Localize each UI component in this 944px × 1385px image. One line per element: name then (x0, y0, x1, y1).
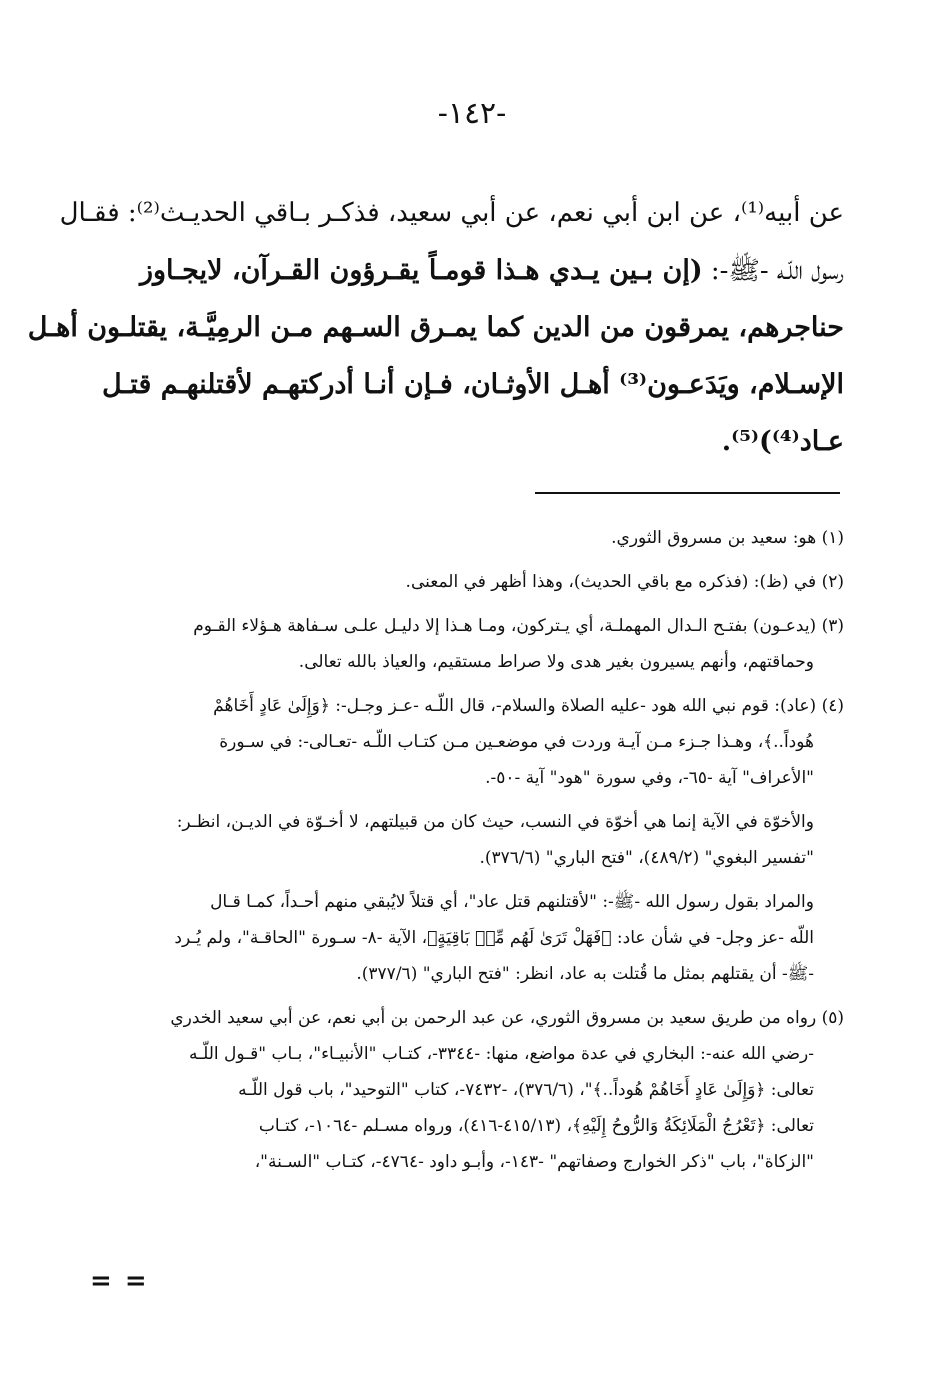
footnote-5-line: تعالى: ﴿وَإِلَىٰ عَادٍ أَخَاهُمْ هُوداً..﴾"، (٣٧٦/٦)، -٧٤٣٢-، كتاب "التوحيد"، باب قول اللّـه (238, 1080, 814, 1100)
footnote-4-line: "الأعراف" آية -٦٥-، وفي سورة "هود" آية -٥٠-. (485, 768, 814, 788)
footnote-2: (٢) في (ظ): (فذكره مع باقي الحديث)، وهذا أظهر في المعنى. (405, 572, 844, 592)
footnote-5-line: (٥) رواه من طريق سعيد بن مسروق الثوري، عن عبد الرحمن بن أبي نعم، عن أبي سعيد الخدري (170, 1008, 844, 1028)
hadith-text-line: الإسـلام، ويَدَعـون⁽³⁾ أهـل الأوثـان، فـإن أنـا أدركتهـم لأقتلنهـم قتـل (101, 369, 844, 400)
footnote-separator (535, 492, 840, 494)
footnote-3-line: (٣) (يدعـون) بفتـح الـدال المهملـة، أي يـتركون، ومـا هـذا إلا دليـل علـى سـفاهة هـؤلاء القـوم (193, 616, 844, 636)
main-text-segment: رسول اللّـه -ﷺ-: (702, 256, 844, 286)
footnote-4-line: هُوداً..﴾، وهـذا جـزء مـن آيـة وردت في موضعـين مـن كتـاب اللّـه -تعـالى-: في سـورة (219, 732, 814, 752)
footnote-4-line: (٤) (عاد): قوم نبي الله هود -عليه الصلاة والسلام-، قال اللّـه -عـز وجـل-: ﴿وَإِلَىٰ عَادٍ أَخَاهُمْ (213, 696, 844, 716)
footnote-4-line: "تفسير البغوي" (٤٨٩/٢)، "فتح الباري" (٣٧٦/٦). (479, 848, 814, 868)
hadith-text-line: حناجرهم، يمرقون من الدين كما يمـرق السـهم مـن الرمِيَّـة، يقتلـون أهـل (27, 312, 844, 343)
footnote-5-line: -رضي الله عنه-: البخاري في عدة مواضع، منها: -٣٣٤٤-، كتـاب "الأنبيـاء"، بـاب "قـول اللّـه (188, 1044, 814, 1064)
main-text-line: عن أبيه⁽¹⁾، عن ابن أبي نعم، عن أبي سعيد، فذكـر بـاقي الحديـث⁽²⁾: فقـال (59, 198, 844, 228)
footnote-4-line: -ﷺ- أن يقتلهم بمثل ما قُتلت به عاد، انظر: "فتح الباري" (٣٧٧/٦). (356, 964, 814, 984)
footnote-4-line: والأخوّة في الآية إنما هي أخوّة في النسب، حيث كان من قبيلتهم، لا أخـوّة في الديـن، انظـر: (176, 812, 814, 832)
continued-marker: = = (90, 1266, 149, 1296)
footnote-4-line: اللّه -عز وجل- في شأن عاد: ﴿فَهَلْ تَرَىٰ لَهُم مِّنۢ بَاقِيَةٍ﴾، الآية -٨- سـورة "الحاقـة"، ولم يُـرد (174, 928, 814, 948)
hadith-text-line: عـاد⁽⁴⁾)⁽⁵⁾. (721, 426, 844, 457)
footnote-5-line: تعالى: ﴿تَعْرُجُ الْمَلَائِكَةُ وَالرُّوحُ إِلَيْهِ﴾، (٤١٥/١٣-٤١٦)، ورواه مسـلم -١٠٦٤-، كتـاب (258, 1116, 814, 1136)
footnote-1: (١) هو: سعيد بن مسروق الثوري. (611, 528, 844, 548)
footnote-4-line: والمراد بقول رسول الله -ﷺ-: "لأقتلنهم قتل عاد"، أي قتلاً لايُبقي منهم أحـداً، كمـا قـال (210, 892, 814, 912)
main-text-line (102, 242, 844, 299)
hadith-text-segment: (إن بـين يـدي هـذا قومـاً يقـرؤون القـرآن، لايجـاوز (139, 255, 703, 286)
footnote-3-line: وحماقتهم، وأنهم يسيرون بغير هدى ولا صراط مستقيم، والعياذ بالله تعالى. (298, 652, 814, 672)
footnote-5-line: "الزكاة"، باب "ذكر الخوارج وصفاتهم" -١٤٣-، وأبـو داود -٤٧٦٤-، كتـاب "السـنة"، (254, 1152, 814, 1172)
footnotes-block (102, 520, 844, 1180)
main-text-block (27, 185, 844, 470)
page-number: -١٤٢- (437, 96, 507, 131)
